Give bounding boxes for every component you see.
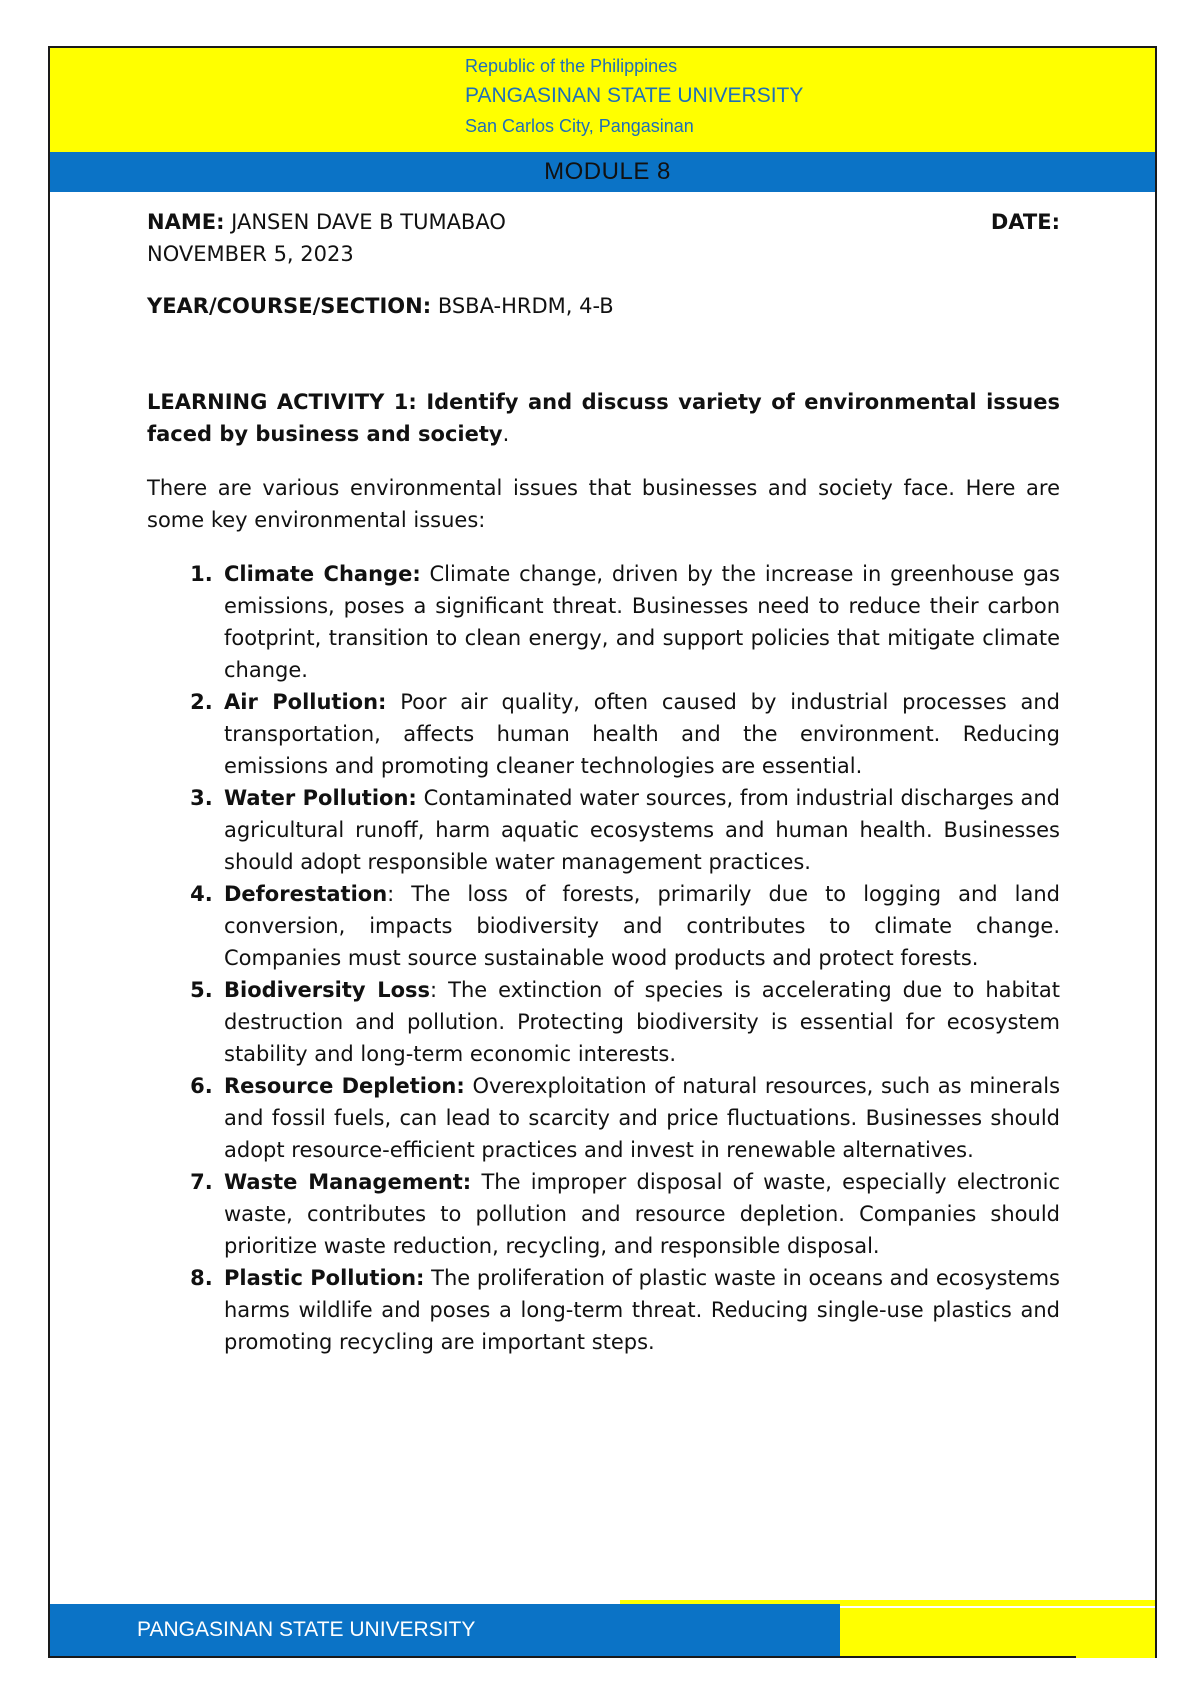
- issue-text: Overexploitation of natural resources, such as minerals and fossil fuels, can lead to scarcity and price fluctuations. Businesses should adopt resource-efficient practices and invest in renewable alternatives.: [224, 1074, 1061, 1162]
- issue-text: : The extinction of species is accelerating due to habitat destruction and pollution. Protecting biodiversity is essential for ecosystem stability and long-term economic interests.: [224, 978, 1060, 1066]
- issue-text: The improper disposal of waste, especially electronic waste, contributes to pollution and resource depletion. Companies should prioritize waste reduction, recycling, and responsible disposal.: [224, 1170, 1061, 1258]
- intro-paragraph: There are various environmental issues that businesses and society face. Here are some key environmental issues:: [147, 476, 1060, 532]
- issue-term: Biodiversity Loss: [224, 978, 431, 1002]
- issues-list: [147, 558, 1060, 1358]
- issue-term: Climate Change:: [224, 562, 421, 586]
- date-value: NOVEMBER 5, 2023: [147, 242, 354, 266]
- ycs-label: YEAR/COURSE/SECTION:: [147, 294, 432, 318]
- campus-line: San Carlos City, Pangasinan: [465, 116, 694, 136]
- activity-title-text: LEARNING ACTIVITY 1: Identify and discuss variety of environmental issues faced by business and society: [147, 390, 1060, 446]
- issue-text: Climate change, driven by the increase in greenhouse gas emissions, poses a significant threat. Businesses need to reduce their carbon footprint, transition to clean energy, and support policies that mitigate climate change.: [224, 562, 1060, 682]
- header-banner: [50, 48, 1155, 152]
- activity-title: [147, 386, 1060, 450]
- issue-text: The proliferation of plastic waste in oceans and ecosystems harms wildlife and poses a long-term threat. Reducing single-use plastics and promoting recycling are important steps.: [224, 1266, 1060, 1354]
- module-title: MODULE 8: [544, 158, 671, 185]
- list-item: [220, 1070, 1060, 1166]
- list-item: [220, 558, 1060, 686]
- bottom-rule: [48, 1656, 1076, 1658]
- name-label: NAME:: [147, 210, 225, 234]
- year-course-section: [147, 290, 1060, 322]
- name-field: [147, 206, 506, 238]
- issue-text: : The loss of forests, primarily due to logging and land conversion, impacts biodiversity and contributes to climate change. Companies must source sustainable wood products and protect forests.: [224, 882, 1060, 970]
- date-label: DATE:: [990, 210, 1060, 234]
- list-item: [220, 878, 1060, 974]
- issue-term: Resource Depletion:: [224, 1074, 465, 1098]
- issue-term: Waste Management:: [224, 1170, 472, 1194]
- document-body: [147, 206, 1060, 1358]
- ycs-value: BSBA-HRDM, 4-B: [437, 294, 614, 318]
- list-item: [220, 686, 1060, 782]
- issue-term: Air Pollution:: [224, 690, 387, 714]
- list-item: [220, 974, 1060, 1070]
- footer-accent: [840, 1608, 1155, 1658]
- issue-term: Deforestation: [224, 882, 388, 906]
- list-item: [220, 1262, 1060, 1358]
- list-item: [220, 782, 1060, 878]
- country-line: Republic of the Philippines: [465, 56, 678, 76]
- list-item: [220, 1166, 1060, 1262]
- university-name: PANGASINAN STATE UNIVERSITY: [465, 84, 804, 107]
- name-value: JANSEN DAVE B TUMABAO: [231, 210, 506, 234]
- name-date-row: [147, 206, 1060, 238]
- issue-term: Plastic Pollution:: [224, 1266, 425, 1290]
- module-banner: [50, 152, 1155, 192]
- activity-title-end: .: [502, 422, 510, 446]
- issue-term: Water Pollution:: [224, 786, 417, 810]
- issue-text: Poor air quality, often caused by industrial processes and transportation, affects human health and the environment. Reducing emissions and promoting cleaner technologies are essential.: [224, 690, 1060, 778]
- issue-text: Contaminated water sources, from industrial discharges and agricultural runoff, harm aquatic ecosystems and human health. Businesses should adopt responsible water management practices.: [224, 786, 1060, 874]
- footer-university: PANGASINAN STATE UNIVERSITY: [137, 1618, 476, 1641]
